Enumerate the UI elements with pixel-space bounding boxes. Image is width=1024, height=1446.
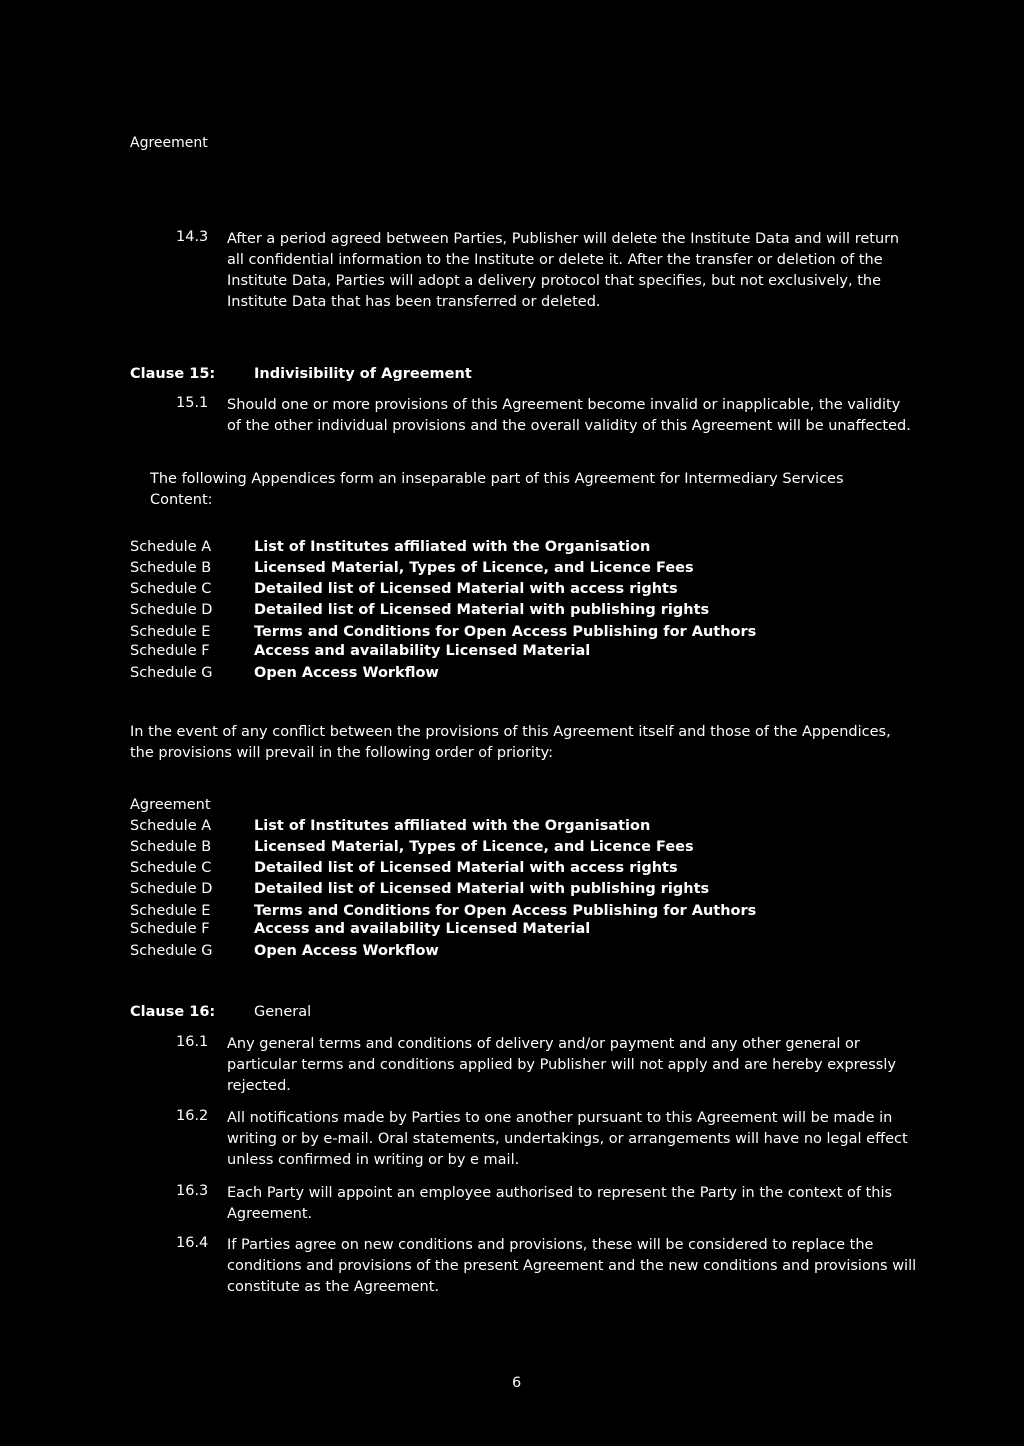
schedule-title: Detailed list of Licensed Material with access rights [254,581,678,597]
clause-16-4-text: If Parties agree on new conditions and provisions, these will be considered to replace the conditions and provisions of the present Agreement and the new conditions and provisions will constitute as the Agreement. [227,1237,917,1295]
schedule-label: Schedule C [130,581,212,597]
priority-agreement: Agreement [130,797,211,813]
schedule-title: Detailed list of Licensed Material with publishing rights [254,881,710,897]
schedule-label: Schedule B [130,560,212,576]
clause-16-label: Clause 16: [130,1004,216,1020]
schedule-title: Licensed Material, Types of Licence, and Licence Fees [254,839,694,855]
clause-16-3-text: Each Party will appoint an employee authorised to represent the Party in the context of this Agreement. [227,1185,893,1222]
clause-15-label: Clause 15: [130,366,216,382]
clause-16-2-number: 16.2 [176,1108,209,1124]
page-header: Agreement [130,135,208,151]
schedule-title: Access and availability Licensed Material [254,643,591,659]
conflict-paragraph: In the event of any conflict between the provisions of this Agreement itself and those of the Appendices, the provisions will prevail in the following order of priority: [130,724,891,761]
schedule-label: Schedule A [130,818,212,834]
schedule-title: List of Institutes affiliated with the Organisation [254,539,651,555]
schedule-title: Terms and Conditions for Open Access Publishing for Authors [254,624,757,640]
schedule-label: Schedule A [130,539,212,555]
schedule-label: Schedule B [130,839,212,855]
schedule-title: Detailed list of Licensed Material with publishing rights [254,602,710,618]
schedule-title: Detailed list of Licensed Material with access rights [254,860,678,876]
clause-14-3-number: 14.3 [176,229,209,245]
schedule-title: List of Institutes affiliated with the Organisation [254,818,651,834]
clause-15-1-text: Should one or more provisions of this Agreement become invalid or inapplicable, the validity of the other individual provisions and the overall validity of this Agreement will be unaffected. [227,397,911,434]
clause-16-1-number: 16.1 [176,1034,209,1050]
clause-16-1-text: Any general terms and conditions of delivery and/or payment and any other general or particular terms and conditions applied by Publisher will not apply and are hereby expressly rejected. [227,1036,896,1094]
schedule-label: Schedule D [130,881,213,897]
schedule-label: Schedule G [130,665,213,681]
schedule-label: Schedule F [130,643,210,659]
schedule-label: Schedule F [130,921,210,937]
clause-15-title: Indivisibility of Agreement [254,366,472,382]
schedule-label: Schedule E [130,903,211,919]
clause-14-3-text: After a period agreed between Parties, Publisher will delete the Institute Data and will return all confidential information to the Institute or delete it. After the transfer or deletion of the Institute Data, Parties will adopt a delivery protocol that specifies, but not exclusively, the Institute Data that has been transferred or deleted. [227,231,900,310]
schedule-label: Schedule G [130,943,213,959]
schedule-label: Schedule C [130,860,212,876]
schedule-label: Schedule D [130,602,213,618]
clause-16-title: General [254,1004,312,1020]
clause-16-2-text: All notifications made by Parties to one another pursuant to this Agreement will be made in writing or by e-mail. Oral statements, undertakings, or arrangements will have no legal effect unless confirmed in writing or by e mail. [227,1110,908,1168]
clause-16-3-number: 16.3 [176,1183,209,1199]
schedule-title: Licensed Material, Types of Licence, and Licence Fees [254,560,694,576]
schedule-title: Terms and Conditions for Open Access Publishing for Authors [254,903,757,919]
schedule-label: Schedule E [130,624,211,640]
schedule-title: Access and availability Licensed Material [254,921,591,937]
page-number: 6 [512,1375,522,1391]
schedule-title: Open Access Workflow [254,943,439,959]
schedule-title: Open Access Workflow [254,665,439,681]
appendices-intro: The following Appendices form an inseparable part of this Agreement for Intermediary Services Content: [150,471,844,508]
clause-16-4-number: 16.4 [176,1235,209,1251]
clause-15-1-number: 15.1 [176,395,209,411]
